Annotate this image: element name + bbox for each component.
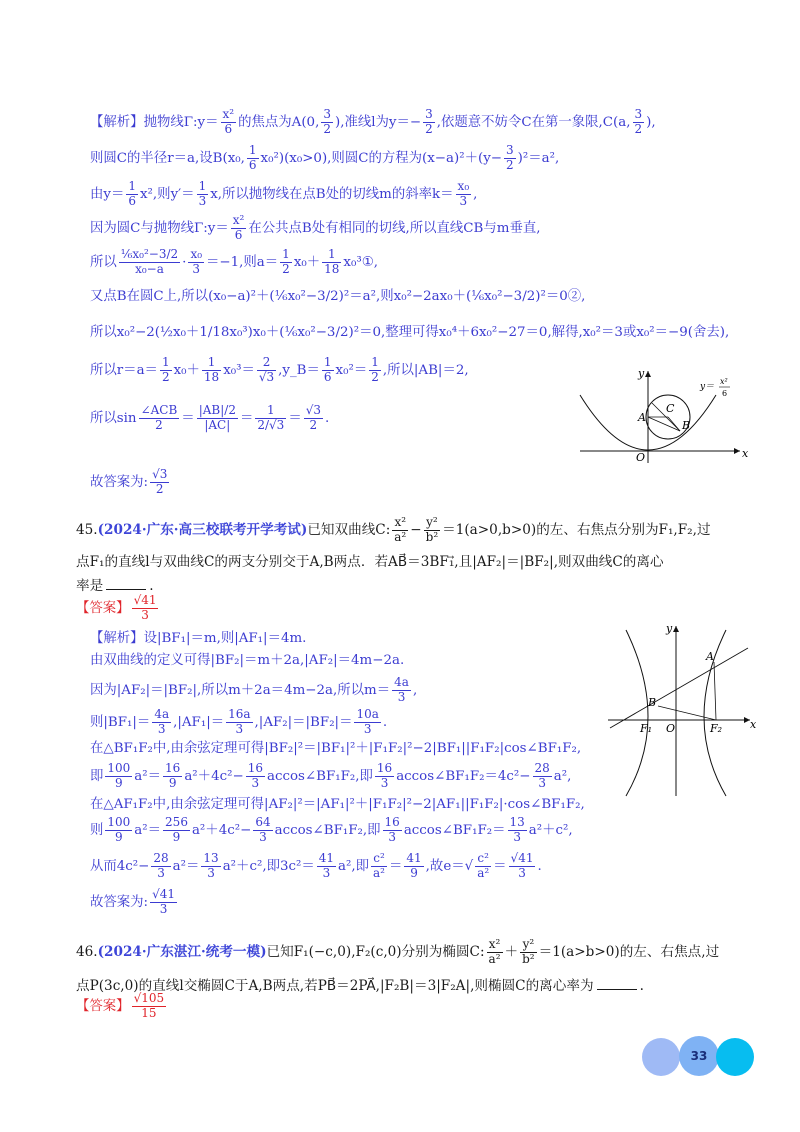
label-origin: O (666, 722, 676, 735)
sol44-line6: 又点B在圆C上,所以(x₀−a)²＋(⅙x₀²−3/2)²＝a²,则x₀²−2ax₀＋(⅙x₀²−3/2)²＝0②, (90, 289, 586, 304)
sol44-line3: 由y＝ $\frac{1}{6}$ x²,则y′＝ $\frac{1}{3}$ x,所以抛物线在点B处的切线m的斜率k＝ $\frac{\text{x₀}}{3}$ , (90, 179, 478, 208)
figure-44 (570, 365, 750, 465)
q46-answer: 【答案】 $\frac{√105}{15}$ (76, 991, 165, 1020)
segment-ab (648, 417, 680, 431)
q46-line2: 点P(3c,0)的直线l交椭圆C于A,B两点,若PB⃗＝2PA⃗,|F₂B|＝3|F₂A|,则椭圆C的离心率为 . (76, 978, 644, 994)
figure-45 (600, 620, 760, 800)
label-b: B (682, 419, 691, 432)
answer-tag: 【答案】 (76, 998, 130, 1014)
q45-answer: 【答案】 $\frac{√41}{3}$ (76, 593, 157, 622)
sol45-line9: 从而4c²− $\frac{28}{3}$ a²＝ $\frac{13}{3}$ a²＋c²,即3c²＝ $\frac{41}{3}$ a²,即 $\frac{\text{c²}}{\text{a²}}$ ＝ $\frac{41}{9}$ ,故e＝√ $\frac{\text{c²}}{\text{a²}}$ ＝ $\frac{√41}{3}$ . (90, 851, 542, 880)
page-number: 33 (690, 1049, 708, 1063)
question-46 (76, 934, 726, 1024)
sol45-line3: 因为|AF₂|＝|BF₂|,所以m＋2a＝4m−2a,所以m＝ $\frac{4a}{3}$ , (90, 675, 418, 704)
label-curve-num: x² (720, 377, 728, 386)
sol45-line8: 则 $\frac{100}{9}$ a²＝ $\frac{256}{9}$ a²＋4c²− $\frac{64}{3}$ accos∠BF₁F₂,即 $\frac{16}{3}$ accos∠BF₁F₂＝ $\frac{13}{3}$ a²＋c², (90, 815, 573, 844)
label-y: y (666, 622, 673, 635)
figure-45-svg (600, 620, 760, 800)
solution-tag: 【解析】 (90, 631, 144, 646)
answer-blank[interactable] (597, 989, 637, 990)
label-a: A (638, 411, 646, 424)
label-y: y (638, 367, 645, 380)
q45-line3: 率是 . (76, 578, 154, 594)
label-f1: F₁ (640, 722, 653, 735)
sol44-line9: 所以sin $\frac{\text{∠ACB}}{2}$ ＝ $\frac{|AB|/2}{|AC|}$ ＝ $\frac{1}{2/√3}$ ＝ $\frac{√3}{2}$ . (90, 403, 330, 432)
segment-af2 (714, 662, 716, 720)
label-origin: O (636, 451, 646, 464)
question-number: 46. (76, 943, 98, 960)
sol45-line5: 在△BF₁F₂中,由余弦定理可得|BF₂|²＝|BF₁|²＋|F₁F₂|²−2|BF₁||F₁F₂|cos∠BF₁F₂, (90, 741, 582, 756)
label-c: C (666, 402, 675, 415)
sol45-line1: 【解析】设|BF₁|＝m,则|AF₁|＝4m. (90, 631, 307, 646)
answer-blank[interactable] (106, 589, 146, 590)
sol44-line5: 所以 $\frac{\text{⅙x₀²−3/2}}{\text{x₀−a}}$ · $\frac{\text{x₀}}{3}$ ＝−1,则a＝ $\frac{1}{2}$ x₀＋ $\frac{1}{18}$ x₀³①, (90, 247, 378, 276)
fraction: $\frac{\text{x²}}{6}$ (222, 107, 235, 136)
label-b: B (648, 696, 657, 709)
label-a: A (706, 650, 714, 663)
sol45-line6: 即 $\frac{100}{9}$ a²＝ $\frac{16}{9}$ a²＋4c²− $\frac{16}{3}$ accos∠BF₁F₂,即 $\frac{16}{3}$ accos∠BF₁F₂＝4c²− $\frac{28}{3}$ a², (90, 761, 572, 790)
sol44-line1: 【解析】抛物线Γ:y＝ $\frac{\text{x²}}{6}$ 的焦点为A(0, $\frac{3}{2}$ ),准线l为y＝− $\frac{3}{2}$ ,依题意不妨令C在第一象限,C(a, $\frac{3}{2}$ ), (90, 107, 656, 136)
page-number-badge (642, 1036, 754, 1076)
figure-44-svg (570, 365, 750, 465)
sol45-line7: 在△AF₁F₂中,由余弦定理可得|AF₂|²＝|AF₁|²＋|F₁F₂|²−2|AF₁||F₁F₂|·cos∠BF₁F₂, (90, 797, 585, 812)
question-45 (76, 512, 726, 622)
sol45-line4: 则|BF₁|＝ $\frac{4a}{3}$ ,|AF₁|＝ $\frac{16a}{3}$ ,|AF₂|＝|BF₂|＝ $\frac{10a}{3}$ . (90, 707, 388, 736)
q46-line1: 46.(2024·广东湛江·统考一模)已知F₁(−c,0),F₂(c,0)分别为椭圆C: $\frac{\text{x²}}{\text{a²}}$ ＋ $\frac{\text{y²}}{\text{b²}}$ ＝1(a>b>0)的左、右焦点,过 (76, 937, 720, 966)
sol45-final: 故答案为: $\frac{√41}{3}$ (90, 887, 175, 916)
q45-line1: 45.(2024·广东·高三校联考开学考试)已知双曲线C: $\frac{\text{x²}}{\text{a²}}$ − $\frac{\text{y²}}{\text{b²}}$ ＝1(a>0,b>0)的左、右焦点分别为F₁,F₂,过 (76, 515, 711, 544)
sol44-line8: 所以r＝a＝ $\frac{1}{2}$ x₀＋ $\frac{1}{18}$ x₀³＝ $\frac{2}{√3}$ ,y_B＝ $\frac{1}{6}$ x₀²＝ $\frac{1}{2}$ ,所以|AB|＝2, (90, 355, 469, 384)
segment-bf2 (658, 706, 716, 720)
line-l (610, 648, 748, 728)
question-number: 45. (76, 521, 98, 538)
x-axis-arrow (734, 448, 740, 454)
page-badge-circle-right (716, 1038, 754, 1076)
answer-tag: 【答案】 (76, 600, 130, 616)
q45-line2: 点F₁的直线l与双曲线C的两支分别交于A,B两点．若AB⃗＝3BF₁⃗,且|AF₂|＝|BF₂|,则双曲线C的离心 (76, 554, 664, 570)
question-source: (2024·广东湛江·统考一模) (97, 943, 267, 960)
solution-tag: 【解析】 (90, 114, 144, 130)
page-badge-circle-left (642, 1038, 680, 1076)
hyperbola-left (626, 630, 648, 796)
sol45-line2: 由双曲线的定义可得|BF₂|＝m＋2a,|AF₂|＝4m−2a. (90, 653, 405, 668)
question-source: (2024·广东·高三校联考开学考试) (97, 521, 308, 538)
sol44-line2: 则圆C的半径r＝a,设B(x₀, $\frac{1}{6}$ x₀²)(x₀>0),则圆C的方程为(x−a)²＋(y− $\frac{3}{2}$ )²＝a², (90, 143, 560, 172)
label-curve-y: y＝ (700, 382, 715, 392)
label-x: x (742, 447, 749, 460)
sol44-final: 故答案为: $\frac{√3}{2}$ (90, 467, 168, 496)
sol44-line7: 所以x₀²−2(½x₀＋1/18x₀³)x₀＋(⅙x₀²−3/2)²＝0,整理可得x₀⁴＋6x₀²−27＝0,解得,x₀²＝3或x₀²＝−9(舍去), (90, 325, 730, 340)
label-f2: F₂ (710, 722, 723, 735)
label-x: x (750, 718, 757, 731)
sol44-line4: 因为圆C与抛物线Γ:y＝ $\frac{\text{x²}}{6}$ 在公共点B处有相同的切线,所以直线CB与m垂直, (90, 213, 541, 242)
label-curve-den: 6 (722, 389, 728, 398)
y-axis-arrow (645, 371, 651, 377)
y-axis-arrow (673, 626, 679, 632)
